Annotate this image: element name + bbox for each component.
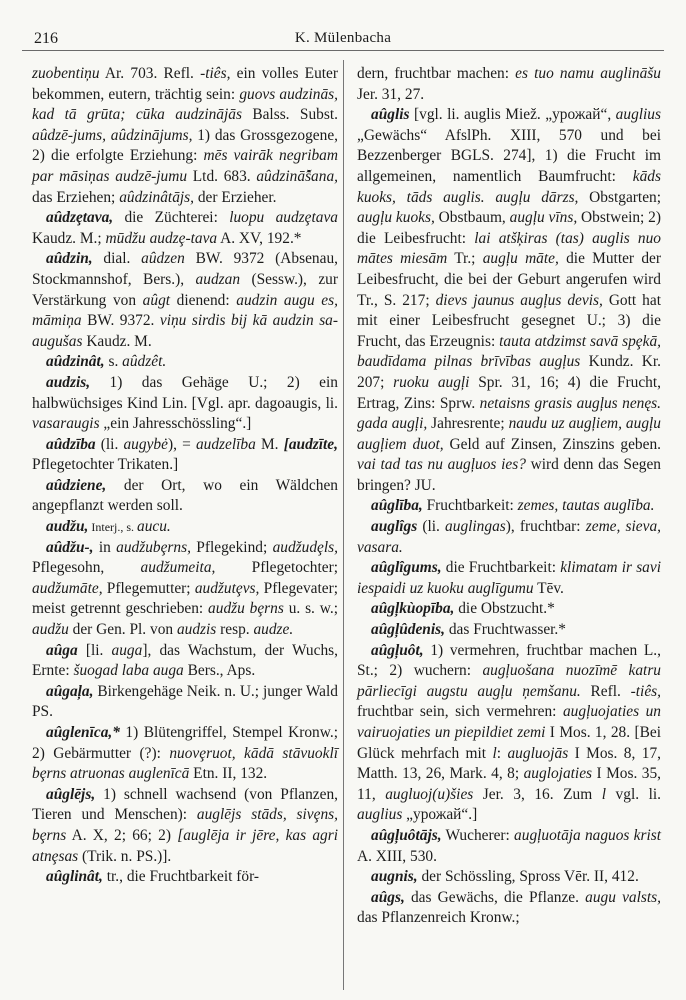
headword: aûgaļa, <box>46 682 94 700</box>
example-text: -tiês, <box>630 682 661 700</box>
definition-text: die Mutter der Leibesfrucht, die bei der Geburt angerufen wird Tr., S. 217; <box>357 250 661 309</box>
definition-text: Ltd. 683. <box>187 167 257 185</box>
example-text: augluoj(u)šies <box>385 785 474 803</box>
definition-text: die Obstzucht.* <box>454 600 555 618</box>
example-text: audžu bȩrns <box>208 600 284 618</box>
dictionary-entry <box>357 826 661 867</box>
dictionary-entry <box>32 249 338 352</box>
dictionary-entry <box>32 641 338 682</box>
definition-text: (li. <box>417 518 446 536</box>
definition-text: die Fruchtbarkeit: <box>441 559 561 577</box>
dictionary-entry <box>357 620 661 641</box>
definition-text: Tēv. <box>533 579 564 597</box>
definition-text: Interj., s. <box>88 520 138 535</box>
example-text: audze. <box>253 621 294 639</box>
example-text: [auglēja ir jēre, kas agri atnȩsas <box>32 826 338 865</box>
headword: aûgs, <box>371 888 405 906</box>
example-text: audžudȩls, <box>272 538 338 556</box>
headword: aûdzība <box>46 435 96 453</box>
definition-text: tr., die Fruchtbarkeit för- <box>102 868 260 886</box>
definition-text: Pflegekind; <box>190 538 273 556</box>
example-text: audzis <box>176 621 217 639</box>
definition-text: (Trik. n. PS.)]. <box>78 847 172 865</box>
example-text: l <box>492 744 497 762</box>
example-text: tauta atdzimst savā spȩkā, baudīdama pilnas brīvības augļus <box>357 332 661 371</box>
definition-text: die Züchterei: <box>113 209 230 227</box>
definition-text: 1) schnell wachsend (von Pflanzen, Tieren und Menschen): <box>32 785 338 824</box>
dictionary-entry <box>32 208 338 249</box>
definition-text: 1) das Gehäge U.; 2) ein halbwüchsiges Kind Lin. [Vgl. apr. dagoaugis, li. <box>32 373 338 412</box>
headword: aûglība, <box>371 497 423 515</box>
definition-text: (li. <box>95 435 124 453</box>
dictionary-entry <box>32 785 338 867</box>
definition-text: Ar. 703. Refl. <box>99 65 201 82</box>
example-text: audžumāte, <box>32 579 103 597</box>
example-text: augybė <box>123 435 168 453</box>
definition-text: Obstbaum, <box>434 209 510 227</box>
example-text: aûdzē-jums, aûdzinājums, <box>32 126 193 144</box>
definition-text: Refl. <box>580 682 631 700</box>
headword: aûga <box>46 641 78 659</box>
definition-text: „ein Jahresschössling“.] <box>99 415 252 433</box>
definition-text: ), fruchtbar: <box>505 518 586 536</box>
definition-text: Etn. II, 132. <box>189 765 268 783</box>
entry-continuation <box>32 64 338 208</box>
definition-text: Tr.; <box>447 250 483 268</box>
page-number: 216 <box>34 30 58 47</box>
dictionary-entry <box>32 682 338 723</box>
example-text: kāds kuoks, tāds auglis. augļu dārzs, <box>357 167 661 206</box>
definition-text: BW. 9372 (Absenau, Stockmannshof, Bers.), <box>32 250 338 288</box>
definition-text: Wucherer: <box>441 826 515 844</box>
left-column <box>32 64 338 888</box>
definition-text: I Mos. 35, 11, <box>357 765 662 803</box>
definition-text: Gott hat mit einer Leibesfrucht gesegnet U.; 3) die Frucht, das Erzeugnis: <box>357 291 661 350</box>
headword: aûdzȩtava, <box>46 209 114 227</box>
definition-text: A. X, 2; 66; 2) <box>66 826 178 844</box>
definition-text: Spr. 31, 16; 4) die Frucht, Ertrag, Zins: Sprw. <box>357 373 661 412</box>
entry-continuation <box>357 64 661 105</box>
example-text: augu valsts, <box>585 888 661 906</box>
example-text: lai atšķiras (tas) auglis nuo mātes miesām <box>357 229 661 268</box>
example-text: augļu māte, <box>482 250 559 268</box>
example-text: audžumeita, <box>140 559 216 577</box>
headword: auglîgs <box>371 518 418 536</box>
definition-text: vgl. li. <box>606 785 661 803</box>
definition-text: Jahresrente; <box>427 415 509 433</box>
definition-text: Pflegesohn, <box>32 559 141 577</box>
definition-text: Kaudz. M. <box>82 332 152 350</box>
example-text: audžubȩrns, <box>116 538 191 556</box>
definition-text: 1) vermehren, fruchtbar machen L., St.; 2) wuchern: <box>357 641 661 680</box>
dictionary-entry <box>32 867 338 888</box>
example-text: auglingas <box>445 518 506 536</box>
example-text: klimatam ir savi iespaidi uz kuoku auglīgumu <box>357 559 661 597</box>
headword: [audzīte, <box>283 435 338 453</box>
definition-text: I Mos. 8, 17, Matth. 13, 26, Mark. 4, 8; <box>357 744 661 783</box>
definition-text: Geld auf Zinsen, Zinszins geben. <box>443 435 661 453</box>
example-text: zemes, tautas auglība. <box>517 497 655 515</box>
example-text: zuobentiņu <box>32 65 100 82</box>
example-text: auglius <box>357 806 403 824</box>
example-text: aûgt <box>142 291 171 309</box>
definition-text: „урожай“.] <box>402 806 478 824</box>
headword: aûgļûdenis, <box>371 621 445 639</box>
definition-text: dial. <box>92 250 142 268</box>
dictionary-entry <box>357 496 661 517</box>
definition-text: A. XV, 192.* <box>217 229 302 247</box>
headword: aûglējs, <box>46 785 96 803</box>
dictionary-entry <box>357 558 661 599</box>
example-text: vai tad tas nu augļuos ies? <box>357 456 526 474</box>
example-text: audzin augu es, māmiņa <box>32 291 338 330</box>
example-text: aûdzen <box>141 250 185 268</box>
example-text: luopu audzȩtava <box>229 209 338 227</box>
definition-text: das Gewächs, die Pflanze. <box>404 888 586 906</box>
definition-text: der Erzieher. <box>194 188 277 206</box>
example-text: augļuotāja naguos krist <box>514 826 661 844</box>
definition-text: der Ort, wo ein Wäldchen angepflanzt werden soll. <box>32 476 338 515</box>
definition-text: A. XIII, 530. <box>357 847 437 865</box>
page-header <box>22 28 664 51</box>
example-text: augļuojaties un vairuojaties un piepildiet zemi <box>357 703 661 741</box>
headword: aûgļkùopība, <box>371 600 455 618</box>
example-text: l <box>601 785 607 803</box>
definition-text: 1) das Grossgezogene, 2) die erfolgte Erziehung: <box>32 126 339 165</box>
definition-text: 1) Blütengriffel, Stempel Kronw.; 2) Gebärmutter (?): <box>32 724 338 762</box>
headword: aûglenīca,* <box>46 724 120 741</box>
headword: augnis, <box>371 868 418 886</box>
dictionary-entry <box>357 105 661 496</box>
example-text: guovs audzinās, kad tā grūta; cūka audzinājās <box>32 85 338 124</box>
example-text: augļu vīns, <box>509 209 578 227</box>
example-text: audžutȩvs, <box>194 579 260 597</box>
example-text: nuovȩruot, kādā stāvuoklī bȩrns atruonas auglenīcā <box>32 744 338 783</box>
definition-text: Fruchtbarkeit: <box>422 497 518 515</box>
dictionary-entry <box>357 599 661 620</box>
example-text: naudu uz augļiem, augļu augļiem duot, <box>357 415 661 453</box>
running-title: K. Mülenbacha <box>294 30 392 46</box>
headword: aûgļuôtājs, <box>371 826 442 844</box>
headword: aûglîgums, <box>371 559 442 577</box>
definition-text: Jer. 31, 27. <box>357 85 425 103</box>
dictionary-entry <box>32 373 338 435</box>
headword: aûdzin, <box>46 250 93 268</box>
definition-text: Jer. 3, 16. Zum <box>473 785 602 803</box>
headword: audzis, <box>46 373 91 391</box>
definition-text: s. <box>104 353 123 371</box>
example-text: zeme, sieva, vasara. <box>357 518 661 556</box>
definition-text: Kaudz. M.; <box>32 229 106 247</box>
example-text: aûdzinā̂šana, <box>256 167 338 185</box>
definition-text: [vgl. li. auglis Miež. „урожай“, <box>409 106 616 124</box>
example-text: aûdzinâtājs, <box>119 188 195 206</box>
definition-text: das Fruchtwasser.* <box>445 621 566 639</box>
definition-text: u. s. w.; <box>283 600 338 618</box>
definition-text: Pflegetochter Trikaten.] <box>32 456 179 474</box>
example-text: ruoku augļi <box>393 373 470 391</box>
definition-text: der Schössling, Spross Vēr. II, 412. <box>417 868 639 886</box>
example-text: audzelība <box>195 435 256 453</box>
example-text: augļu kuoks, <box>357 209 435 227</box>
dictionary-entry <box>32 352 338 373</box>
example-text: viņu sirdis bij kā audzin sa-augušas <box>32 312 339 350</box>
example-text: auglējs stāds, sivȩns, bȩrns <box>32 806 339 844</box>
definition-text: Balss. Subst. <box>241 106 338 124</box>
example-text: vasaraugis <box>32 415 100 433</box>
dictionary-entry <box>32 476 338 517</box>
definition-text: das Pflanzenreich Kronw.; <box>357 909 520 927</box>
example-text: aucu. <box>137 518 171 536</box>
definition-text: BW. 9372. <box>81 312 160 330</box>
right-column <box>357 64 661 929</box>
example-text: augļuošana nuozīmē katru pārliecīgi augstu augļu ņemšanu. <box>357 662 661 700</box>
example-text: audžu <box>32 621 69 639</box>
dictionary-entry <box>357 867 661 888</box>
definition-text: ein volles Euter bekommen, eutern, trächtig sein: <box>32 65 339 103</box>
definition-text: ], das Wachstum, der Wuchs, Ernte: <box>32 641 338 680</box>
dictionary-entry <box>32 435 338 476</box>
definition-text: dern, fruchtbar machen: <box>357 65 516 82</box>
definition-text: Birkengehäge Neik. n. U.; junger Wald PS. <box>32 682 338 721</box>
dictionary-entry <box>32 517 338 538</box>
example-text: auglojaties <box>523 765 593 783</box>
definition-text: dienend: <box>170 291 237 309</box>
definition-text: Bers., Aps. <box>183 662 256 680</box>
example-text: auglius <box>615 106 661 124</box>
definition-text: I Mos. 1, 28. [Bei Glück mehrfach mit <box>357 724 661 762</box>
headword: aûglis <box>371 106 410 124</box>
dictionary-entry <box>32 538 338 641</box>
definition-text: Pflegemutter; <box>102 579 195 597</box>
example-text: netaisns grasis augļus nenęs. gada augļi, <box>357 394 662 433</box>
dictionary-entry <box>32 723 338 785</box>
definition-text: Obstgarten; <box>578 188 661 206</box>
definition-text: : <box>496 744 508 762</box>
example-text: auga <box>111 641 143 659</box>
definition-text: (Sessw.), zur Verstärkung von <box>32 270 338 309</box>
headword: aûdzinât, <box>46 353 105 371</box>
definition-text: ), = <box>167 435 196 453</box>
headword: aûgļuôt, <box>371 641 424 659</box>
definition-text: wird denn das Segen bringen? JU. <box>357 456 661 494</box>
definition-text: in <box>93 538 117 556</box>
definition-text: „Gewächs“ AfslPh. XIII, 570 und bei Bezzenberger BGLS. 274], 1) die Frucht im allgemeinen, namentlich Baumfrucht: <box>357 126 661 185</box>
example-text: audzan <box>195 270 241 288</box>
example-text: dievs jaunus augļus devis, <box>435 291 603 309</box>
definition-text: Obstwein; 2) die Leibesfrucht: <box>357 209 662 247</box>
definition-text: Pflegetochter; <box>215 559 338 577</box>
example-text: mūdžu audzȩ-tava <box>105 229 218 247</box>
headword: aûdziene, <box>46 476 107 494</box>
definition-text: der Gen. Pl. von <box>68 621 177 639</box>
definition-text: [li. <box>77 641 112 659</box>
definition-text: resp. <box>216 621 254 639</box>
definition-text: Kundz. Kr. 207; <box>357 353 661 391</box>
example-text: mēs vairāk negribam par māsiņas audzē-jumu <box>32 147 338 185</box>
dictionary-entry <box>357 888 661 929</box>
definition-text: M. <box>255 435 284 453</box>
headword: aûglinât, <box>46 868 103 886</box>
example-text: -tiês, <box>200 65 231 82</box>
example-text: aûdzêt. <box>122 353 167 371</box>
example-text: šuogad laba auga <box>73 662 184 680</box>
dictionary-entry <box>357 517 661 558</box>
definition-text: Pflegevater; meist getrennt geschrieben: <box>32 579 339 618</box>
column-divider <box>343 60 344 990</box>
headword: audžu, <box>46 518 89 536</box>
definition-text: das Erziehen; <box>32 188 120 206</box>
headword: aûdžu-, <box>46 538 94 556</box>
dictionary-entry <box>357 641 661 826</box>
example-text: augluojās <box>507 744 569 762</box>
example-text: es tuo namu auglināšu <box>515 65 661 82</box>
definition-text: fruchtbar sein, sich vermehren: <box>357 703 563 721</box>
